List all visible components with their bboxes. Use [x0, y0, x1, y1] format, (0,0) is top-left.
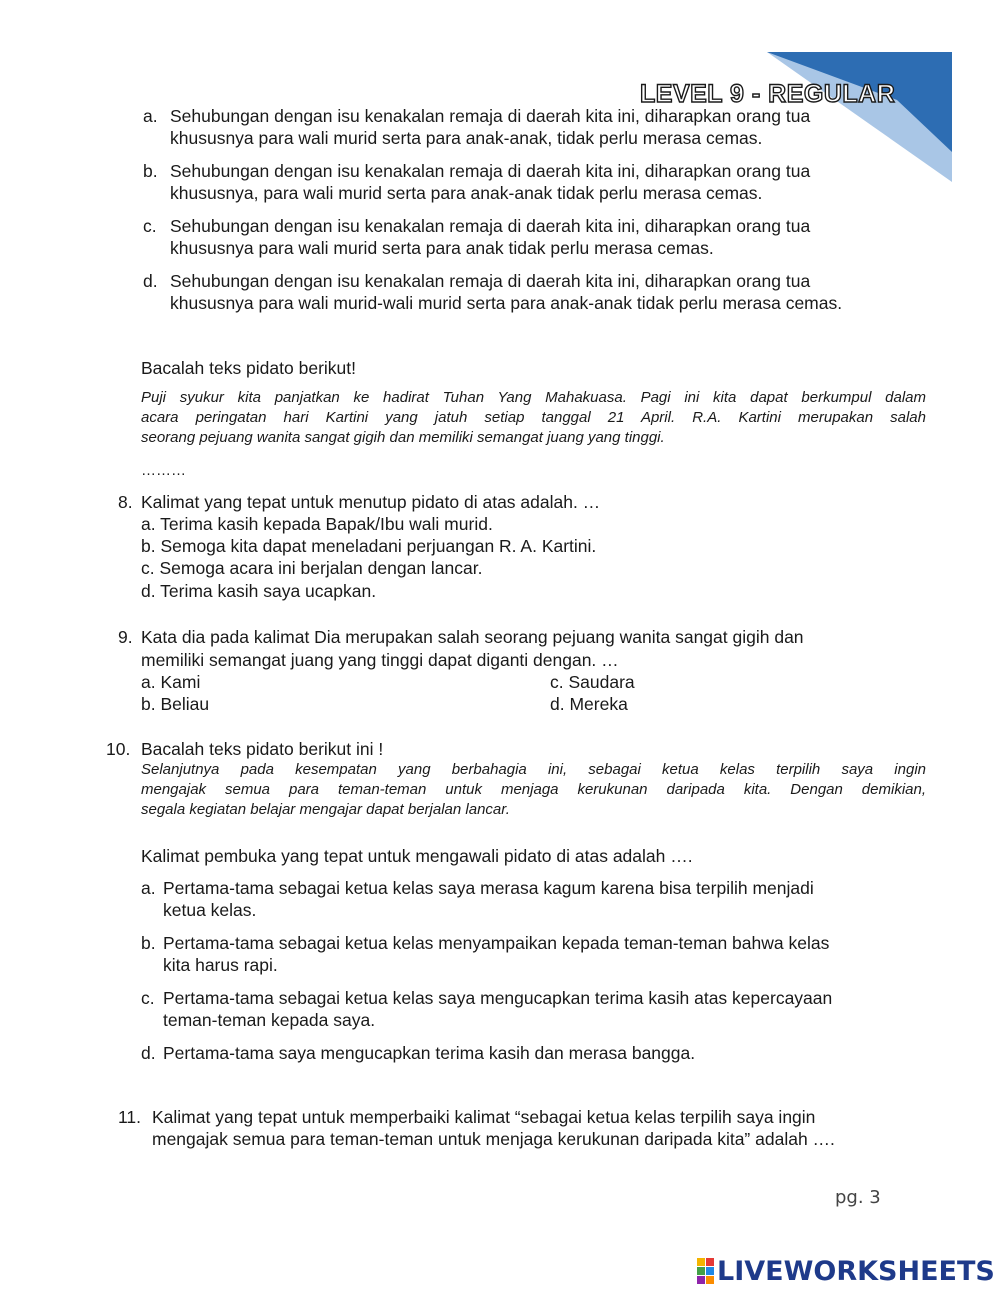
passage-ellipsis: ……… — [141, 462, 186, 479]
question-text: memiliki semangat juang yang tinggi dapat diganti dengan. … — [141, 650, 619, 670]
liveworksheets-icon — [697, 1258, 714, 1284]
option-text: Sehubungan dengan isu kenakalan remaja di daerah kita ini, diharapkan orang tua — [170, 161, 811, 181]
question-text: mengajak semua para teman-teman untuk menjaga kerukunan daripada kita” adalah …. — [152, 1129, 835, 1149]
passage-line: Puji syukur kita panjatkan ke hadirat Tuhan Yang Mahakuasa. Pagi ini kita dapat berkumpul dalam — [141, 389, 926, 406]
option-text: khususnya para wali murid serta para anak-anak, tidak perlu merasa cemas. — [170, 128, 763, 148]
question-number: 10. — [106, 739, 131, 759]
option-text: khususnya, para wali murid serta para anak-anak tidak perlu merasa cemas. — [170, 183, 763, 203]
passage-line: acara peringatan hari Kartini yang jatuh setiap tanggal 21 April. R.A. Kartini merupakan salah — [141, 409, 926, 426]
option-text: Pertama-tama sebagai ketua kelas saya mengucapkan terima kasih atas kepercayaan — [163, 988, 833, 1008]
option-letter: d. — [141, 1043, 156, 1063]
option-text: teman-teman kepada saya. — [163, 1010, 376, 1030]
question-number: 9. — [118, 627, 133, 647]
option-text: d. Terima kasih saya ucapkan. — [141, 581, 377, 601]
passage-instruction: Bacalah teks pidato berikut ini ! — [141, 739, 384, 759]
option-text: Pertama-tama saya mengucapkan terima kasih dan merasa bangga. — [163, 1043, 696, 1063]
question-text: Kata dia pada kalimat Dia merupakan salah seorang pejuang wanita sangat gigih dan — [141, 627, 804, 647]
passage-line: segala kegiatan belajar mengajar dapat berjalan lancar. — [141, 801, 510, 818]
option-letter: c. — [141, 988, 155, 1008]
option-text: ketua kelas. — [163, 900, 257, 920]
option-text: kita harus rapi. — [163, 955, 278, 975]
option-text: d. Mereka — [550, 694, 628, 714]
option-text: b. Beliau — [141, 694, 210, 714]
question-text: Kalimat pembuka yang tepat untuk mengawali pidato di atas adalah …. — [141, 846, 693, 866]
option-text: a. Terima kasih kepada Bapak/Ibu wali murid. — [141, 514, 493, 534]
passage-line: mengajak semua para teman-teman untuk menjaga kerukunan daripada kita. Dengan demikian, — [141, 781, 926, 798]
passage-line: Selanjutnya pada kesempatan yang berbahagia ini, sebagai ketua kelas terpilih saya ingin — [141, 761, 926, 778]
question-text: Kalimat yang tepat untuk menutup pidato di atas adalah. … — [141, 492, 601, 512]
option-text: Pertama-tama sebagai ketua kelas saya merasa kagum karena bisa terpilih menjadi — [163, 878, 814, 898]
option-letter: a. — [143, 106, 158, 126]
option-text: Sehubungan dengan isu kenakalan remaja di daerah kita ini, diharapkan orang tua — [170, 106, 811, 126]
option-letter: b. — [141, 933, 156, 953]
option-text: Sehubungan dengan isu kenakalan remaja di daerah kita ini, diharapkan orang tua — [170, 216, 811, 236]
page-number: pg. 3 — [835, 1187, 881, 1208]
question-number: 11. — [118, 1107, 142, 1127]
option-letter: d. — [143, 271, 158, 291]
passage-line: seorang pejuang wanita sangat gigih dan memiliki semangat juang yang tinggi. — [141, 429, 665, 446]
option-letter: b. — [143, 161, 158, 181]
passage-instruction: Bacalah teks pidato berikut! — [141, 358, 356, 378]
option-text: c. Semoga acara ini berjalan dengan lancar. — [141, 558, 483, 578]
option-text: khususnya para wali murid-wali murid serta para anak-anak tidak perlu merasa cemas. — [170, 293, 843, 313]
question-number: 8. — [118, 492, 133, 512]
option-letter: a. — [141, 878, 156, 898]
brand-logo[interactable] — [697, 1256, 995, 1286]
option-text: b. Semoga kita dapat meneladani perjuangan R. A. Kartini. — [141, 536, 597, 556]
brand-name: LIVEWORKSHEETS — [717, 1255, 995, 1287]
option-text: khususnya para wali murid serta para anak tidak perlu merasa cemas. — [170, 238, 714, 258]
option-text: c. Saudara — [550, 672, 635, 692]
option-letter: c. — [143, 216, 157, 236]
question-text: Kalimat yang tepat untuk memperbaiki kalimat “sebagai ketua kelas terpilih saya ingin — [152, 1107, 816, 1127]
option-text: Sehubungan dengan isu kenakalan remaja di daerah kita ini, diharapkan orang tua — [170, 271, 811, 291]
option-text: a. Kami — [141, 672, 201, 692]
level-badge: LEVEL 9 - REGULAR — [640, 80, 896, 108]
option-text: Pertama-tama sebagai ketua kelas menyampaikan kepada teman-teman bahwa kelas — [163, 933, 830, 953]
